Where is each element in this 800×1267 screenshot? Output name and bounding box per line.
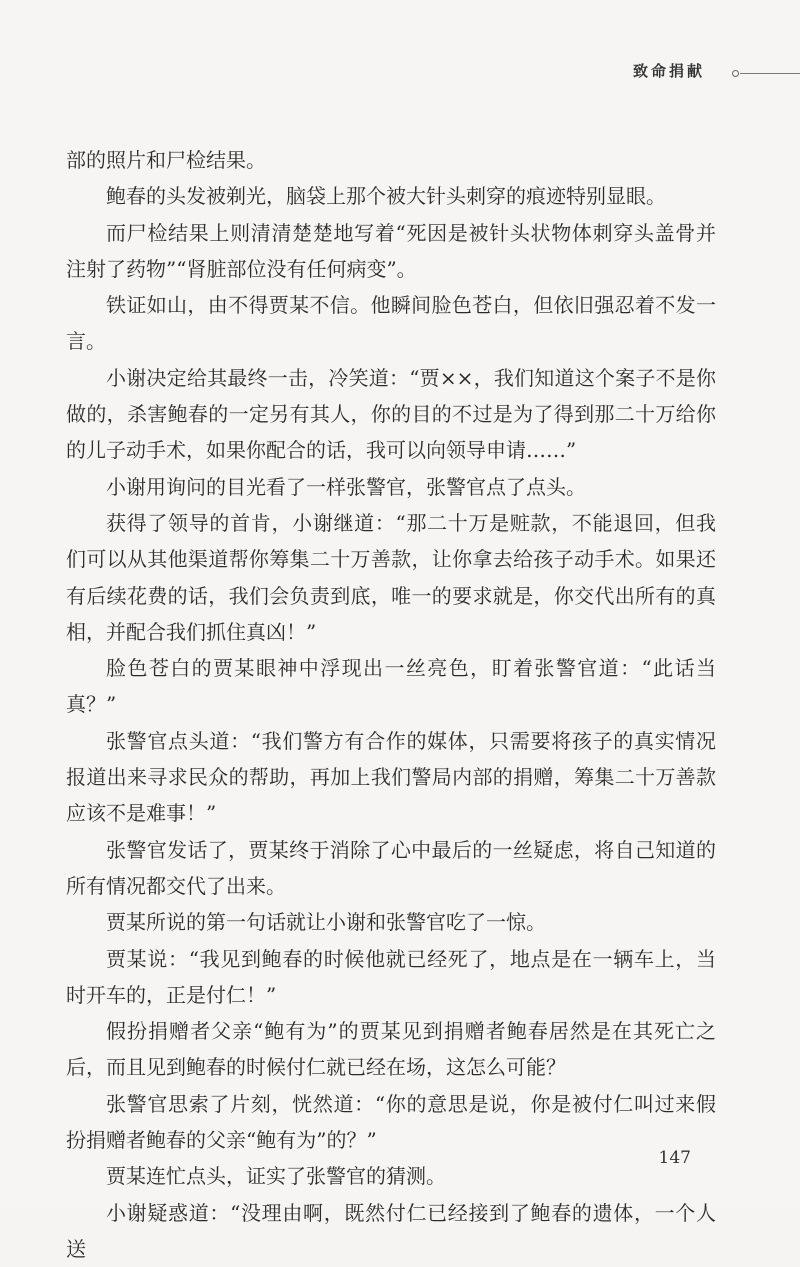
paragraph: 贾某说：“我见到鲍春的时候他就已经死了，地点是在一辆车上，当时开车的，正是付仁！”	[66, 946, 716, 1007]
paragraph: 假扮捐赠者父亲“鲍有为”的贾某见到捐赠者鲍春居然是在其死亡之后，而且见到鲍春的时候付仁就已经在场，这怎么可能？	[66, 1019, 716, 1080]
body-text	[66, 142, 716, 1267]
running-header	[560, 60, 800, 84]
paragraph: 铁证如山，由不得贾某不信。他瞬间脸色苍白，但依旧强忍着不发一言。	[66, 293, 716, 354]
paragraph: 而尸检结果上则清清楚楚地写着“死因是被针头状物体刺穿头盖骨并注射了药物”“肾脏部位没有任何病变”。	[66, 220, 716, 281]
paragraph: 小谢决定给其最终一击，冷笑道：“贾××，我们知道这个案子不是你做的，杀害鲍春的一定另有其人，你的目的不过是为了得到那二十万给你的儿子动手术，如果你配合的话，我可以向领导申请……”	[66, 365, 716, 463]
paragraph: 贾某连忙点头，证实了张警官的猜测。	[106, 1164, 446, 1189]
paragraph: 小谢用询问的目光看了一样张警官，张警官点了点头。	[106, 474, 586, 499]
header-ornament-icon	[732, 69, 800, 77]
ornament-rule	[740, 73, 800, 74]
paragraph: 小谢疑惑道：“没理由啊，既然付仁已经接到了鲍春的遗体，一个人送	[66, 1200, 716, 1261]
running-title: 致命捐献	[632, 62, 705, 80]
page-number: 147	[658, 1148, 691, 1168]
paragraph: 张警官思索了片刻，恍然道：“你的意思是说，你是被付仁叫过来假扮捐赠者鲍春的父亲“鲍有为”的？”	[66, 1091, 716, 1153]
paragraph: 部的照片和尸检结果。	[66, 148, 266, 172]
paragraph: 张警官点头道：“我们警方有合作的媒体，只需要将孩子的真实情况报道出来寻求民众的帮助，再加上我们警局内部的捐赠，筹集二十万善款应该不是难事！”	[66, 728, 716, 826]
paragraph: 张警官发话了，贾某终于消除了心中最后的一丝疑虑，将自己知道的所有情况都交代了出来。	[66, 837, 716, 898]
paragraph: 获得了领导的首肯，小谢继道：“那二十万是赃款，不能退回，但我们可以从其他渠道帮你筹集二十万善款，让你拿去给孩子动手术。如果还有后续花费的话，我们会负责到底，唯一的要求就是，你交代出所有的真相，并配合我们抓住真凶！”	[66, 510, 716, 644]
paragraph: 鲍春的头发被剃光，脑袋上那个被大针头刺穿的痕迹特别显眼。	[106, 184, 666, 209]
ornament-circle-icon	[732, 70, 739, 77]
paragraph: 脸色苍白的贾某眼神中浮现出一丝亮色，盯着张警官道：“此话当真？”	[66, 656, 716, 717]
paragraph: 贾某所说的第一句话就让小谢和张警官吃了一惊。	[106, 910, 546, 935]
